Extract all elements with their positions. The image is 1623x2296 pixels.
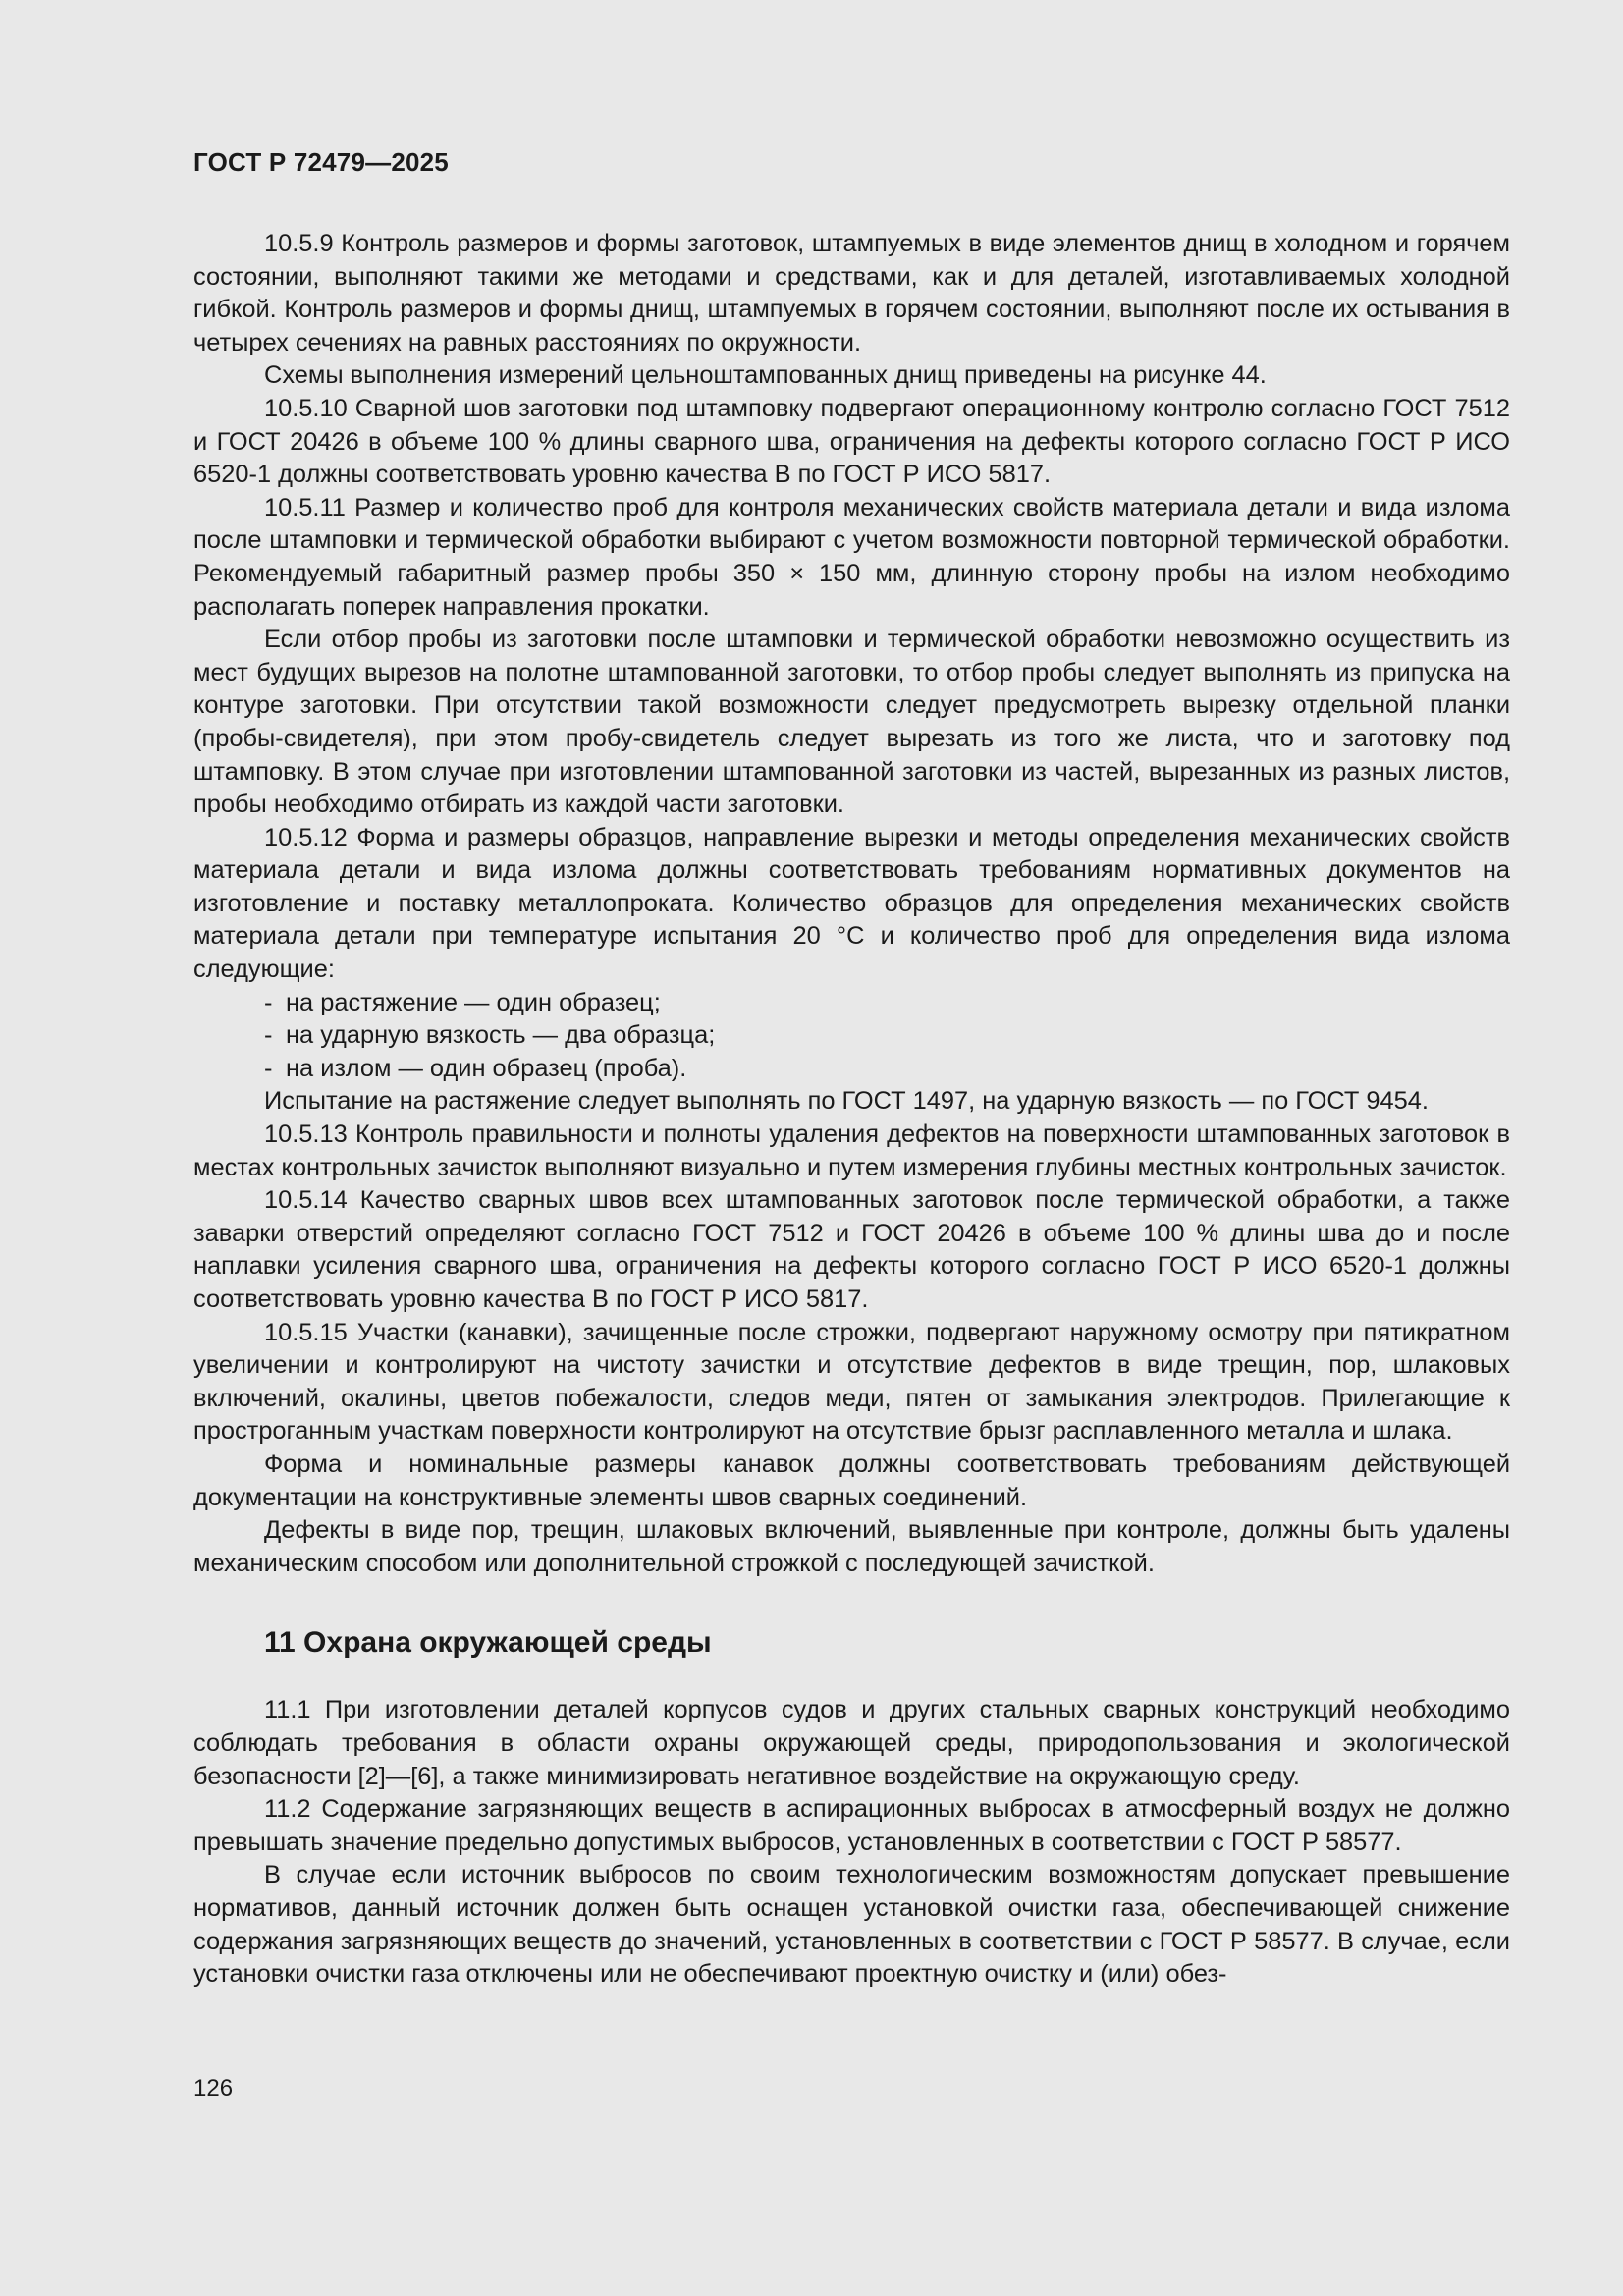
paragraph-11-1: 11.1 При изготовлении деталей корпусов судов и других стальных сварных конструкций необходимо соблюдать требования в области охраны окружающей среды, природопользования и экологической безопасности [2]—[6], а также минимизировать негативное воздействие на окружающую среду.: [193, 1696, 1510, 1790]
paragraph-10-5-9: 10.5.9 Контроль размеров и формы заготовок, штампуемых в виде элементов днищ в холодном и горячем состоянии, выполняют такими же методами и средствами, как и для деталей, изготавливаемых холодной гибкой. Контроль размеров и формы днищ, штампуемых в горячем состоянии, выполняют после их остывания в четырех сечениях на равных расстояниях по окружности.: [193, 230, 1510, 356]
list-marker: -: [264, 1021, 273, 1050]
paragraph-10-5-12: 10.5.12 Форма и размеры образцов, направление вырезки и методы определения механических свойств материала детали и вида излома должны соответствовать требованиям нормативных документов на изготовление и поставку металлопроката. Количество образцов для определения механических свойств материала детали при температуре испытания 20 °С и количество проб для определения вида излома следующие:: [193, 823, 1510, 984]
paragraph-tensile-test: Испытание на растяжение следует выполнять по ГОСТ 1497, на ударную вязкость — по ГОСТ 9454.: [264, 1087, 1429, 1116]
standard-header: ГОСТ Р 72479—2025: [193, 147, 449, 177]
paragraph-11-2: 11.2 Содержание загрязняющих веществ в аспирационных выбросах в атмосферный воздух не должно превышать значение предельно допустимых выбросов, установленных в соответствии с ГОСТ Р 58577.: [193, 1795, 1510, 1856]
paragraph-10-5-11: 10.5.11 Размер и количество проб для контроля механических свойств материала детали и вида излома после штамповки и термической обработки выбирают с учетом возможности повторной термической обработки. Рекомендуемый габаритный размер пробы 350 × 150 мм, длинную сторону пробы на излом необходимо располагать поперек направления прокатки.: [193, 493, 1510, 621]
paragraph-gas-cleaning: В случае если источник выбросов по своим технологическим возможностям допускает превышение нормативов, данный источник должен быть оснащен установкой очистки газа, обеспечивающей снижение содержания загрязняющих веществ до значений, установленных в соответствии с ГОСТ Р 58577. В случае, если установки очистки газа отключены или не обеспечивают проектную очистку и (или) обез-: [193, 1861, 1510, 1989]
list-marker: -: [264, 988, 273, 1016]
list-item: [193, 1053, 1510, 1086]
paragraph-10-5-13: 10.5.13 Контроль правильности и полноты удаления дефектов на поверхности штампованных заготовок в местах контрольных зачисток выполняют визуально и путем измерения глубины местных контрольных зачисток.: [193, 1121, 1510, 1181]
paragraph-10-5-10: 10.5.10 Сварной шов заготовки под штамповку подвергают операционному контролю согласно ГОСТ 7512 и ГОСТ 20426 в объеме 100 % длины сварного шва, ограничения на дефекты которого согласно ГОСТ Р ИСО 6520-1 должны соответствовать уровню качества В по ГОСТ Р ИСО 5817.: [193, 394, 1510, 489]
page-number: 126: [193, 2075, 234, 2102]
page-body: [193, 228, 1510, 1992]
list-item-text: на излом — один образец (проба).: [286, 1054, 687, 1082]
paragraph-sampling: Если отбор пробы из заготовки после штамповки и термической обработки невозможно осуществить из мест будущих вырезов на полотне штампованной заготовки, то отбор пробы следует выполнять из припуска на контуре заготовки. При отсутствии такой возможности следует предусмотреть вырезку отдельной планки (пробы-свидетеля), при этом пробу-свидетель следует вырезать из того же листа, что и заготовку под штамповку. В этом случае при изготовлении штампованной заготовки из частей, вырезанных из разных листов, пробы необходимо отбирать из каждой части заготовки.: [193, 626, 1510, 819]
paragraph-figure-reference: Схемы выполнения измерений цельноштампованных днищ приведены на рисунке 44.: [264, 361, 1267, 390]
paragraph-10-5-14: 10.5.14 Качество сварных швов всех штампованных заготовок после термической обработки, а также заварки отверстий определяют согласно ГОСТ 7512 и ГОСТ 20426 в объеме 100 % длины шва до и после наплавки усиления сварного шва, ограничения на дефекты которого согласно ГОСТ Р ИСО 6520-1 должны соответствовать уровню качества В по ГОСТ Р ИСО 5817.: [193, 1186, 1510, 1313]
paragraph-groove-shape: Форма и номинальные размеры канавок должны соответствовать требованиям действующей документации на конструктивные элементы швов сварных соединений.: [193, 1449, 1510, 1511]
section-title: 11 Охрана окружающей среды: [264, 1626, 712, 1660]
list-marker: -: [264, 1054, 273, 1082]
paragraph-10-5-15: 10.5.15 Участки (канавки), зачищенные после строжки, подвергают наружному осмотру при пятикратном увеличении и контролируют на чистоту зачистки и отсутствие дефектов в виде трещин, пор, шлаковых включений, окалины, цветов побежалости, следов меди, пятен от замыкания электродов. Прилегающие к простроганным участкам поверхности контролируют на отсутствие брызг расплавленного металла и шлака.: [193, 1318, 1510, 1446]
list-item: [193, 1019, 1510, 1053]
list-item-text: на растяжение — один образец;: [286, 988, 661, 1016]
list-item: [193, 987, 1510, 1020]
list-item-text: на ударную вязкость — два образца;: [286, 1021, 716, 1050]
paragraph-defect-removal: Дефекты в виде пор, трещин, шлаковых включений, выявленные при контроле, должны быть удалены механическим способом или дополнительной строжкой с последующей зачисткой.: [193, 1516, 1510, 1577]
